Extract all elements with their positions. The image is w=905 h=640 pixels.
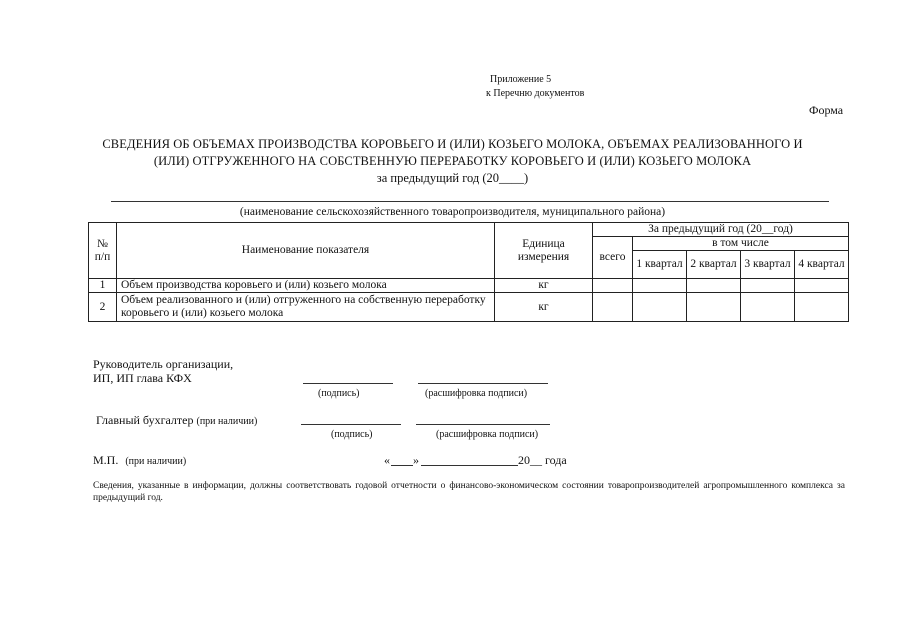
row-unit: кг xyxy=(495,279,593,293)
table-row xyxy=(89,279,849,293)
cell-quarter-1[interactable] xyxy=(633,293,687,322)
head-label-line-2: ИП, ИП глава КФХ xyxy=(93,371,192,385)
date-year: 20__ года xyxy=(518,453,567,467)
header-name: Наименование показателя xyxy=(117,223,495,279)
date-close-quote: » xyxy=(413,453,419,467)
date-month-line[interactable] xyxy=(421,465,518,466)
cell-quarter-2[interactable] xyxy=(687,279,741,293)
header-num: № п/п xyxy=(89,223,117,279)
title-line-3: за предыдущий год (20____) xyxy=(376,171,529,185)
header-unit: Единица измерения xyxy=(495,223,593,279)
row-name: Объем реализованного и (или) отгруженного на собственную переработку коровьего и (или) козьего молока xyxy=(117,293,495,322)
head-decoding-caption: (расшифровка подписи) xyxy=(425,388,528,399)
form-label: Форма xyxy=(809,103,844,117)
cell-quarter-2[interactable] xyxy=(687,293,741,322)
head-signature-line[interactable] xyxy=(303,383,393,384)
header-including: в том числе xyxy=(633,237,849,251)
cell-quarter-3[interactable] xyxy=(741,279,795,293)
milk-volume-table xyxy=(88,222,849,322)
header-quarter-3: 3 квартал xyxy=(741,251,795,279)
cell-quarter-4[interactable] xyxy=(795,293,849,322)
appendix-label: Приложение 5 xyxy=(490,74,552,85)
stamp-label: М.П. (при наличии) xyxy=(93,453,187,467)
cell-total[interactable] xyxy=(593,279,633,293)
header-quarter-4: 4 квартал xyxy=(795,251,849,279)
header-total: всего xyxy=(593,237,633,279)
producer-caption: (наименование сельскохозяйственного товаропроизводителя, муниципального района) xyxy=(239,206,666,218)
title-line-2: (ИЛИ) ОТГРУЖЕННОГО НА СОБСТВЕННУЮ ПЕРЕРАБОТКУ КОРОВЬЕГО И (ИЛИ) КОЗЬЕГО МОЛОКА xyxy=(153,154,752,168)
accountant-signature-caption: (подпись) xyxy=(331,429,373,440)
accountant-decoding-caption: (расшифровка подписи) xyxy=(436,429,539,440)
date-day-line[interactable] xyxy=(391,465,413,466)
row-unit: кг xyxy=(495,293,593,322)
footnote: Сведения, указанные в информации, должны соответствовать годовой отчетности о финансово-экономическом состоянии товаропроизводителей агропромышленного комплекса за предыдущий год. xyxy=(93,481,845,503)
accountant-signature-line[interactable] xyxy=(301,424,401,425)
header-quarter-1: 1 квартал xyxy=(633,251,687,279)
row-num: 1 xyxy=(89,279,117,293)
accountant-label: Главный бухгалтер (при наличии) xyxy=(96,413,258,427)
title-line-1: СВЕДЕНИЯ ОБ ОБЪЕМАХ ПРОИЗВОДСТВА КОРОВЬЕГО И (ИЛИ) КОЗЬЕГО МОЛОКА, ОБЪЕМАХ РЕАЛИЗОВАННОГО И xyxy=(102,137,803,151)
cell-quarter-3[interactable] xyxy=(741,293,795,322)
header-quarter-2: 2 квартал xyxy=(687,251,741,279)
producer-name-line xyxy=(111,201,829,202)
header-period: За предыдущий год (20__год) xyxy=(593,223,849,237)
row-num: 2 xyxy=(89,293,117,322)
head-signature-caption: (подпись) xyxy=(318,388,360,399)
head-decoding-line[interactable] xyxy=(418,383,548,384)
cell-quarter-4[interactable] xyxy=(795,279,849,293)
row-name: Объем производства коровьего и (или) козьего молока xyxy=(117,279,495,293)
cell-quarter-1[interactable] xyxy=(633,279,687,293)
head-label-line-1: Руководитель организации, xyxy=(93,357,234,371)
date-open-quote: « xyxy=(384,453,390,467)
to-list-label: к Перечню документов xyxy=(486,88,585,99)
cell-total[interactable] xyxy=(593,293,633,322)
table-row xyxy=(89,293,849,322)
accountant-decoding-line[interactable] xyxy=(416,424,550,425)
